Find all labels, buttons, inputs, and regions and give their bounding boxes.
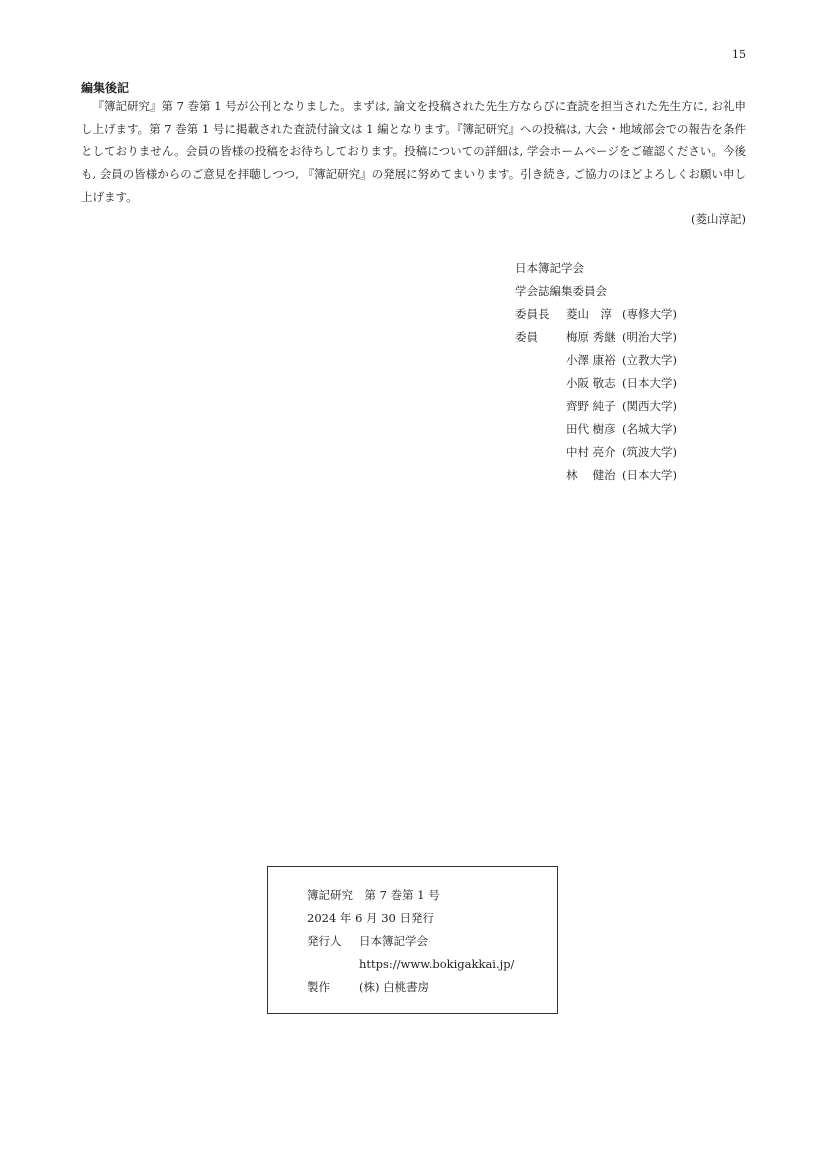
member-name: 齊野 純子 <box>566 399 616 413</box>
editorial-body: 『簿記研究』第 7 巻第 1 号が公刊となりました。まずは, 論文を投稿された先生方ならびに査読を担当された先生方に, お礼申し上げます。第 7 巻第 1 号に掲載された査読付論文は 1 編となります。『簿記研究』への投稿は, 大会・地域部会での報告を条件としておりません。会員の皆様の投稿をお待ちしております。投稿についての詳細は, 学会ホームページをご確認ください。今後も, 会員の皆様からのご意見を拝聴しつつ, 『簿記研究』の発展に努めてまいります。引き続き, ご協力のほどよろしくお願い申し上げます。 <box>81 99 747 204</box>
committee-member <box>515 326 677 349</box>
colophon-publisher <box>307 930 514 953</box>
colophon-production <box>307 976 514 999</box>
member-name: 中村 亮介 <box>566 445 616 459</box>
publisher-label: 発行人 <box>307 934 342 948</box>
member-affiliation: (名城大学) <box>622 422 677 436</box>
colophon-date: 2024 年 6 月 30 日発行 <box>307 911 434 925</box>
committee-chair <box>515 303 677 326</box>
chair-affiliation: (専修大学) <box>622 307 677 321</box>
page-number: 15 <box>732 48 746 61</box>
committee-member <box>515 464 677 487</box>
member-affiliation: (日本大学) <box>622 376 677 390</box>
publisher-url[interactable]: https://www.bokigakkai.jp/ <box>359 957 515 971</box>
member-affiliation: (明治大学) <box>622 330 677 344</box>
section-title: 編集後記 <box>81 81 130 95</box>
member-name: 田代 樹彦 <box>566 422 616 436</box>
member-name: 小阪 敬志 <box>566 376 616 390</box>
member-affiliation: (筑波大学) <box>622 445 677 459</box>
committee-member <box>515 372 677 395</box>
committee-member <box>515 395 677 418</box>
member-name: 林 健治 <box>566 468 616 482</box>
member-affiliation: (日本大学) <box>622 468 677 482</box>
committee-name: 学会誌編集委員会 <box>515 284 607 298</box>
organization-name: 日本簿記学会 <box>515 261 584 275</box>
chair-role: 委員長 <box>515 307 550 321</box>
chair-name: 菱山 淳 <box>566 307 612 321</box>
colophon-journal: 簿記研究 第 7 巻第 1 号 <box>307 888 440 902</box>
colophon-box <box>267 866 558 1014</box>
member-affiliation: (関西大学) <box>622 399 677 413</box>
member-role: 委員 <box>515 330 538 344</box>
editorial-committee <box>515 257 677 487</box>
committee-member <box>515 418 677 441</box>
production-label: 製作 <box>307 980 330 994</box>
committee-member <box>515 349 677 372</box>
member-affiliation: (立教大学) <box>622 353 677 367</box>
colophon-url-line <box>307 953 514 976</box>
member-name: 小澤 康裕 <box>566 353 616 367</box>
member-name: 梅原 秀継 <box>566 330 616 344</box>
committee-member <box>515 441 677 464</box>
editor-signature: (菱山淳記) <box>691 212 746 226</box>
production-company: (株) 白桃書房 <box>359 980 430 994</box>
publisher-name: 日本簿記学会 <box>359 934 428 948</box>
